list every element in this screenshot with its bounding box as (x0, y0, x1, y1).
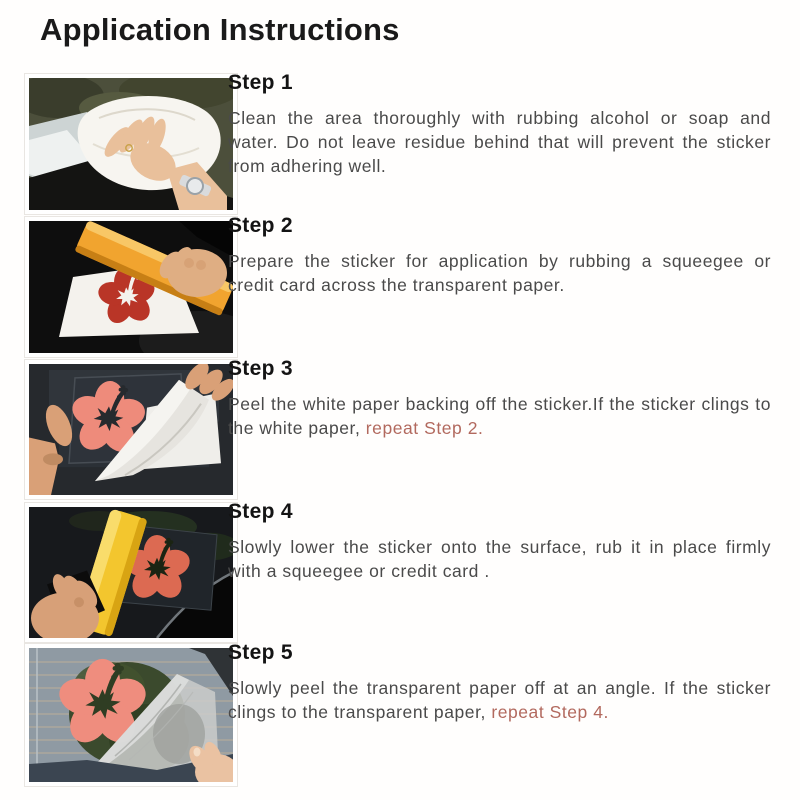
step1-text (228, 69, 771, 178)
repeat-step-2-link: repeat Step 2. (365, 418, 484, 438)
peel-transfer-photo (29, 648, 233, 782)
clean-surface-photo (29, 78, 233, 210)
step1-photo (24, 73, 238, 215)
step1-heading: Step 1 (228, 71, 293, 94)
repeat-step-4-link: repeat Step 4. (491, 702, 609, 722)
step2-heading: Step 2 (228, 214, 293, 237)
step2-photo (24, 216, 238, 358)
page-title: Application Instructions (40, 12, 400, 47)
step4-body: Slowly lower the sticker onto the surface, rub it in place firmly with a squeegee or credit card . (228, 537, 771, 581)
step5-heading: Step 5 (228, 641, 293, 664)
step2-text (228, 212, 771, 297)
step3-heading: Step 3 (228, 357, 293, 380)
step2-body: Prepare the sticker for application by rubbing a squeegee or credit card across the transparent paper. (228, 251, 771, 295)
step5-text (228, 639, 771, 724)
squeegee-prep-photo (29, 221, 233, 353)
step5-body: Slowly peel the transparent paper off at an angle. If the sticker clings to the transparent paper, repeat Step 4. (228, 678, 771, 722)
step5-photo (24, 643, 238, 787)
step3-text (228, 355, 771, 440)
step4-text (228, 498, 771, 583)
step4-photo (24, 502, 238, 643)
peel-backing-photo (29, 364, 233, 495)
step3-photo (24, 359, 238, 500)
step1-body: Clean the area thoroughly with rubbing alcohol or soap and water. Do not leave residue behind that will prevent the sticker from adhering well. (228, 108, 771, 176)
step4-heading: Step 4 (228, 500, 293, 523)
apply-sticker-photo (29, 507, 233, 638)
step3-body: Peel the white paper backing off the sticker.If the sticker clings to the white paper, repeat Step 2. (228, 394, 771, 438)
